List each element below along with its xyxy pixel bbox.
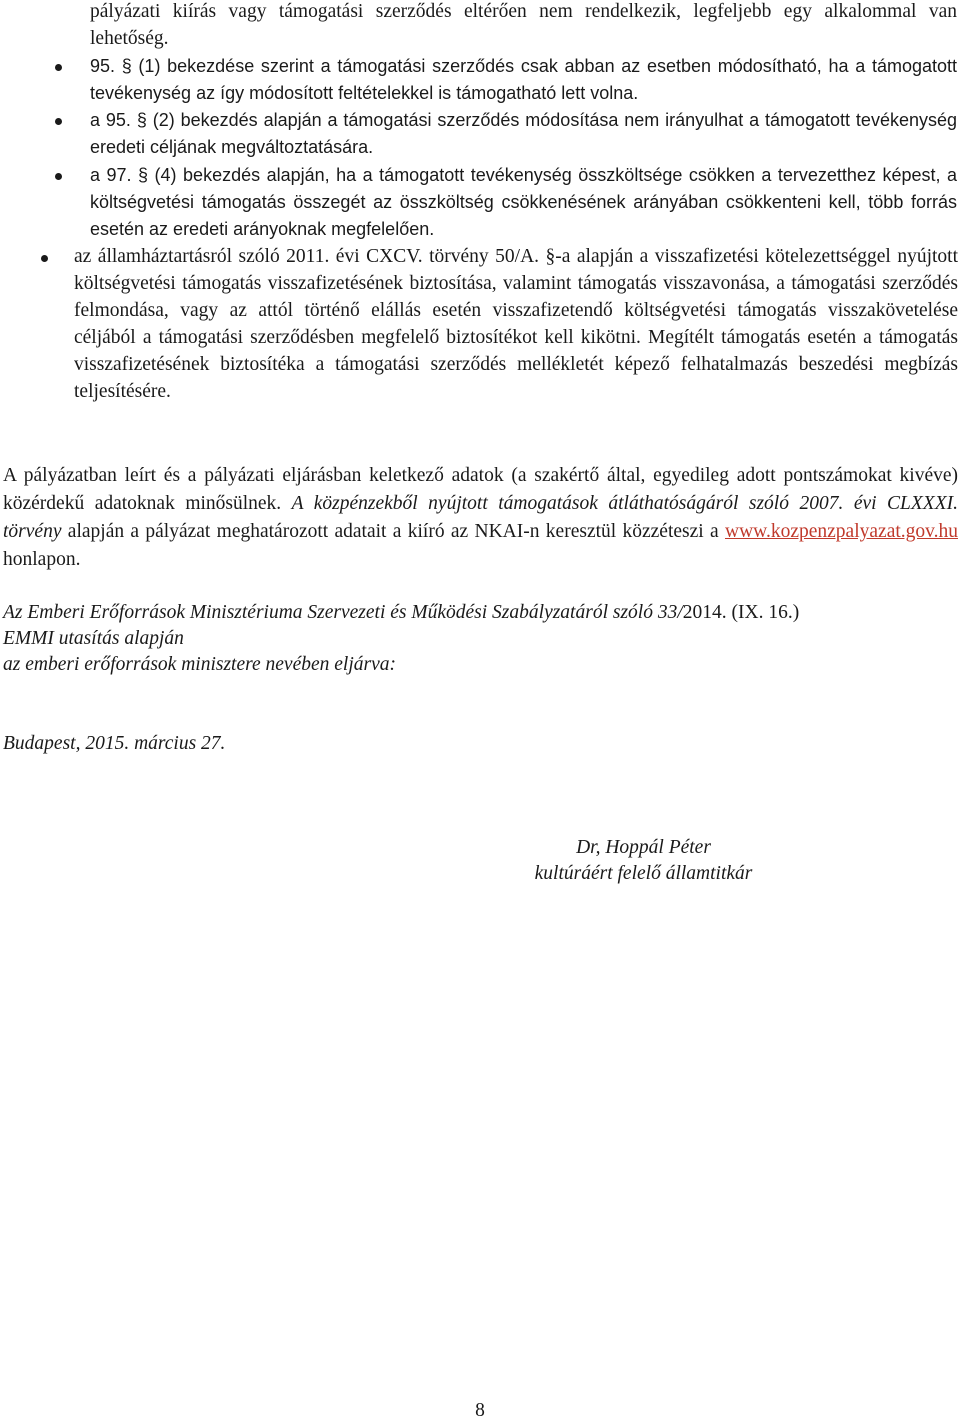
page-number: 8 [475,1400,485,1421]
authority-line-3: az emberi erőforrások minisztere nevében eljárva: [3,654,396,675]
signatory-title: kultúráért felelő államtitkár [534,863,753,884]
bullet-dot [55,64,62,71]
bullet-dot [41,255,48,262]
bullet-continuation: pályázati kiírás vagy támogatási szerződés eltérően nem rendelkezik, legfeljebb egy alkalommal van lehetőség. [90,1,957,49]
paragraph-text: honlapon. [3,549,81,570]
bullet-dot [55,118,62,125]
list-item: a 95. § (2) bekezdés alapján a támogatási szerződés módosítása nem irányulhat a támogatott tevékenység eredeti céljának megváltoztatására. [90,110,957,157]
list-item: az államháztartásról szóló 2011. évi CXCV. törvény 50/A. §-a alapján a visszafizetési kötelezettséggel nyújtott költségvetési támogatás visszafizetésének biztosítása, valamint támogatás visszavonása, a támogatási szerződés felmondása, vagy az attól történő elállás esetén visszafizetendő költségvetési támogatás visszakövetelése céljából a támogatási szerződésben megfelelő biztosítékot kell kikötni. Megítélt támogatás esetén a támogatás visszafizetésének biztosítéka a támogatási szerződés mellékletét képező felhatalmazás beszedési megbízás teljesítésére. [74,246,958,402]
paragraph-text: A pályázatban leírt és a pályázati eljárásban keletkező adatok (a szakértő által, egyedileg adott pontszámokat kivéve) közérdekű adatoknak minősülnek. [3,465,958,514]
list-item: 95. § (1) bekezdése szerint a támogatási szerződés csak abban az esetben módosítható, ha a támogatott tevékenység az így módosított feltételekkel is támogatható lett volna. [90,56,957,103]
bullet-dot [55,173,62,180]
paragraph-text: alapján a pályázat meghatározott adatait a kiíró az NKAI-n keresztül közzéteszi a [61,521,725,542]
law-reference: A közpénzekből nyújtott támogatások átláthatóságáról szóló 2007. évi CLXXXI. törvény [3,493,958,542]
list-item: a 97. § (4) bekezdés alapján, ha a támogatott tevékenység összköltsége csökken a tervezetthez képest, a költségvetési támogatás összegét az összköltség csökkenésének arányában csökkenteni kell, több forrás esetén az eredeti arányoknak megfelelően. [90,165,957,239]
place-date: Budapest, 2015. március 27. [3,733,226,754]
signatory-name: Dr, Hoppál Péter [576,837,711,858]
authority-line-2: EMMI utasítás alapján [3,628,184,649]
publicity-paragraph [3,462,958,574]
authority-line-1 [3,599,958,626]
regulation-number: 2014. (IX. 16.) [682,602,800,623]
regulation-title: Az Emberi Erőforrások Minisztériuma Szervezeti és Működési Szabályzatáról szóló 33/ [3,602,683,623]
website-link[interactable]: www.kozpenzpalyazat.gov.hu [724,521,958,542]
